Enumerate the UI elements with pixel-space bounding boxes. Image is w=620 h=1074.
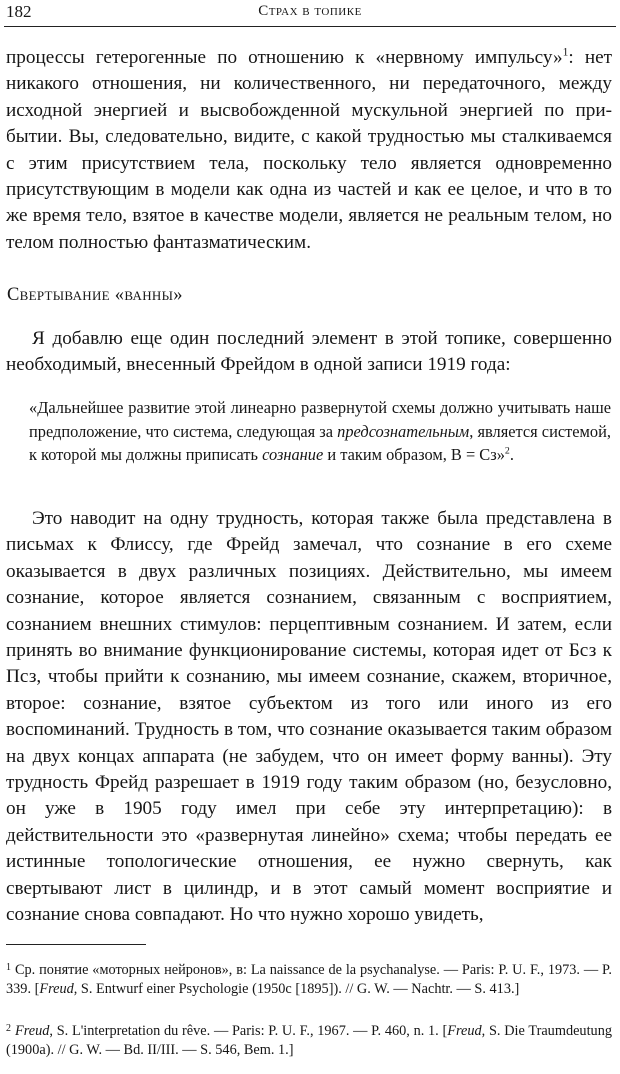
quote-emphasis: сознание (262, 445, 324, 465)
paragraph-main: Это наводит на одну трудность, которая также была представлена в письмах к Флиссу, где Фрейд замечал, что сознание в его схеме оказывается в двух различных позициях. Действительно, мы имеем сознание, которое является сознанием, связанным с восприятием, сознанием внешних стимулов: перцептивным сознанием. И затем, если принять во внимание функционирование системы, которая идет от Бсз к Псз, чтобы прийти к сознанию, мы имеем сознание, скажем, вторичное, второе: сознание, взятое субъектом из того или иного из его воспоминаний. Трудность в том, что сознание оказывается таким образом на двух концах аппарата (не забудем, что он имеет форму ванны). Эту трудность Фрейд разрешает в 1919 году таким образом (но, безусловно, он уже в 1905 году имел при себе эту интерпретацию): в действительности это «развернутая линейно» схема; чтобы передать ее истинные топологические отношения, ее нужно свернуть, как свертывают лист в цилиндр, и в этот самый момент восприятие и сознание снова совпадают. Но что нужно хорошо увидеть, (6, 508, 612, 926)
footnote-2 (6, 1019, 612, 1061)
quote-emphasis: предсознательным (337, 421, 470, 441)
paragraph-intro: Я добавлю еще один последний элемент в этой топике, совершенно необходимый, внесенный Фрейдом в одной записи 1919 года: (6, 328, 612, 376)
footnote-author: Freud (447, 1023, 482, 1039)
section-heading: Свертывание «ванны» (7, 285, 183, 305)
footnote-1 (6, 958, 612, 1000)
quote-text: . (509, 445, 514, 465)
quote-text: , является системой, к которой мы должны приписать (29, 421, 611, 465)
quote-text: «Дальнейшее развитие этой линеарно развернутой схемы должно учитывать наше предположение, что система, следующая за (29, 398, 611, 441)
footnote-text: , S. Entwurf einer Psychologie (1950c [1895]). // G. W. — Nachtr. — S. 413.] (73, 981, 520, 998)
page-header (4, 0, 616, 27)
paragraph-text: процессы гетерогенные по отношению к «нервному импульсу» (6, 47, 563, 68)
footnote-divider (6, 944, 146, 945)
footnote-author: Freud (15, 1023, 50, 1039)
footnote-text: Ср. понятие «моторных нейронов», в: La naissance de la psychanalyse. — Paris: P. U. F., 1973. — P. 339. [ (6, 962, 612, 998)
footnote-author: Freud (39, 981, 74, 998)
footnote-ref-1[interactable]: 1 (562, 46, 569, 59)
quote-text: и таким образом, В = Сз» (323, 445, 505, 465)
paragraph-text: : нет никакого отношения, ни количественного, ни передаточного, между исходной энергией и высвобожденной мускульной энергией по прибытии. Вы, следовательно, видите, с какой трудностью мы сталкиваемся с этим присутствием тела, поскольку тело является одновременно присутствующим в модели как одна из частей и как ее целое, и что в то же время тело, взятое в качестве модели, является не реальным телом, но телом полностью фантазматическим. (6, 47, 612, 253)
paragraph-continuation (6, 45, 612, 256)
page-number: 182 (6, 2, 32, 21)
block-quote (29, 396, 611, 467)
footnote-mark: 2 (6, 1023, 11, 1034)
footnote-text: , S. L'interpretation du rêve. — Paris: P. U. F., 1967. — P. 460, n. 1. [ (49, 1023, 448, 1039)
running-title: Страх в топике (258, 3, 362, 19)
footnote-mark: 1 (6, 962, 11, 973)
footnote-text: , S. Die Traumdeutung (1900a). // G. W. — Bd. II/III. — S. 546, Bem. 1.] (6, 1023, 613, 1059)
footnote-ref-2[interactable]: 2 (504, 445, 510, 457)
